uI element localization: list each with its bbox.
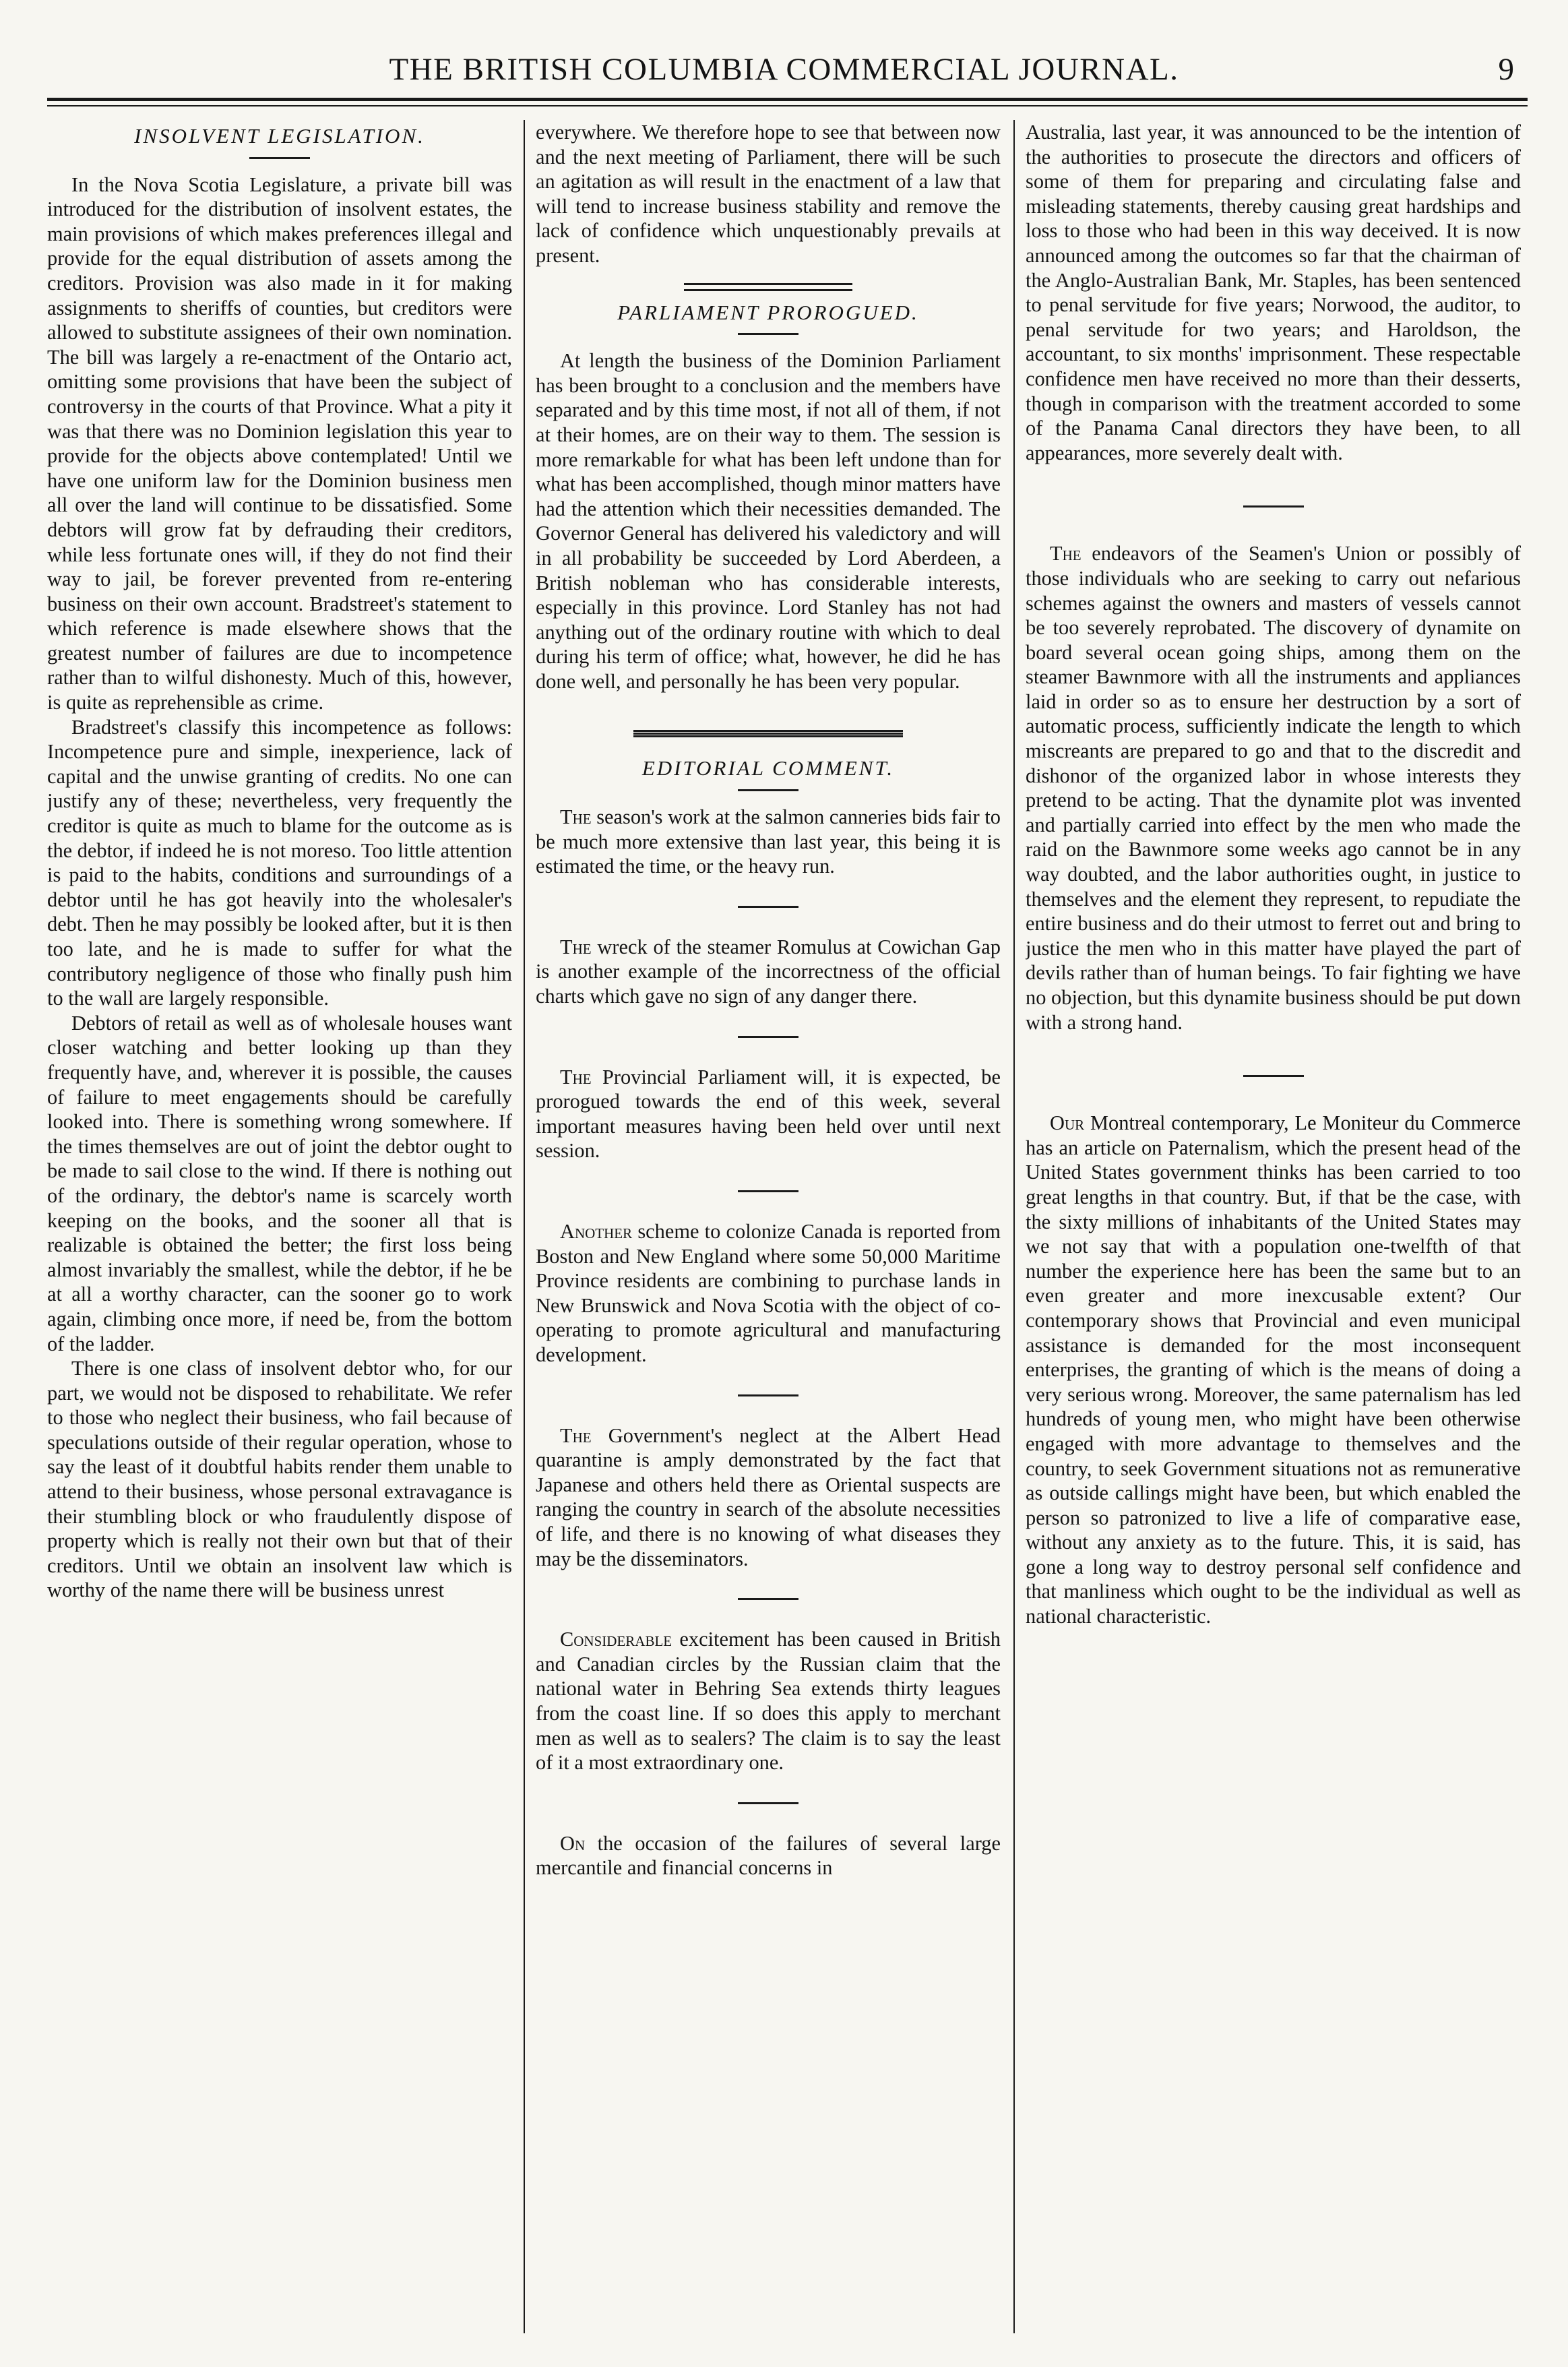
- item-rule: [738, 1598, 798, 1600]
- comment-text: wreck of the steamer Romulus at Cowichan Gap is another example of the incorrectness of the official charts which gave no sign of any danger there.: [536, 935, 1001, 1008]
- comment-lead: The: [560, 1065, 592, 1088]
- comment-paragraph: [536, 1831, 1001, 1880]
- article-paragraph: Bradstreet's classify this incompetence as follows: Incompetence pure and simple, inexperience, lack of capital and the unwise granting of credits. No one can justify any of these; nevertheless, very frequently the creditor is quite as much to blame for the outcome as is the debtor, if indeed he is not moreso. Too little attention is paid to the habits, conditions and surroundings of a debtor until he has got heavily into the wholesaler's debt. Then he may possibly be looked after, but it is then too late, and he is made to suffer for what the contributory negligence of those who finally push him to the wall are largely responsible.: [47, 715, 512, 1010]
- comment-text: the occasion of the failures of several large mercantile and financial concerns in: [536, 1831, 1001, 1880]
- article-heading: PARLIAMENT PROROGUED.: [617, 300, 919, 324]
- comment-paragraph: [536, 1627, 1001, 1775]
- column-divider: [524, 120, 525, 2333]
- comment-text: season's work at the salmon canneries bids fair to be much more extensive than last year, this being it is estimated the time, or the heavy run.: [536, 805, 1001, 878]
- comment-text: Montreal contemporary, Le Moniteur du Commerce has an article on Paternalism, which the present head of the United States government thinks has been carried to too great lengths in that country. But, if that be the case, with the sixty millions of inhabitants of the United States may we not say that with a population one-twelfth of that number the experience here has been the same but to an even greater and more inexcusable extent? Our contemporary shows that Provincial and even municipal assistance is demanded for the most inconsequent enterprises, the granting of which is the means of doing a very serious wrong. Moreover, the same paternalism has led hundreds of young men, who might have been otherwise engaged with more advantage to themselves and the country, to seek Government situations not as remunerative as outside callings might have been, but which enabled the person so patronized to live a life of comparative ease, without any anxiety as to the future. This, it is said, has gone a long way to destroy personal self confidence and that manliness which ought to be the individual as well as national characteristic.: [1026, 1111, 1521, 1628]
- comment-text: excitement has been caused in British and Canadian circles by the Russian claim that the national water in Behring Sea extends thirty leagues from the coast line. If so does this apply to merchant men as well as to sealers? The claim is to say the least of it a most extraordinary one.: [536, 1628, 1001, 1775]
- journal-title: THE BRITISH COLUMBIA COMMERCIAL JOURNAL.: [389, 52, 1179, 87]
- article-paragraph: Debtors of retail as well as of wholesale houses want closer watching and better looking up than they frequently have, and, wherever it is possible, the causes of failure to meet engagements should be carefully looked into. There is something wrong somewhere. If the times themselves are out of joint the debtor ought to be made to sail close to the wind. If there is nothing out of the ordinary, the debtor's name is scarcely worth keeping on the books, and the sooner all that is realizable is obtained the better; the first loss being almost invariably the smallest, while the debtor, if he be at all a worthy character, can the sooner go to work again, climbing once more, if need be, from the bottom of the ladder.: [47, 1011, 512, 1355]
- header-rule-thick: [47, 98, 1528, 101]
- comment-text: endeavors of the Seamen's Union or possibly of those individuals who are seeking to carry out nefarious schemes against the owners and masters of vessels cannot be too severely reprobated. The discovery of dynamite on board several ocean going ships, among them on the steamer Bawnmore with all the instruments and appliances laid in order so as to ensure her destruction by a sort of automatic process, sufficiently indicate the length to which miscreants are prepared to go and that to the discredit and dishonor of the organized labor in whose interests they pretend to be acting. That the dynamite plot was invented and partially carried into effect by the men who made the raid on the Bawnmore some weeks ago cannot be in any way doubted, and the labor authorities ought, in justice to themselves and the element they represent, to repudiate the entire business and do their utmost to ferret out and bring to justice the men who in this matter have played the part of devils rather than of human beings. To fair fighting we have no objection, but this dynamite business should be put down with a strong hand.: [1026, 542, 1521, 1034]
- item-rule: [738, 1036, 798, 1038]
- heading-rule: [738, 789, 798, 791]
- article-paragraph: At length the business of the Dominion Parliament has been brought to a conclusion and the members have separated and by this time most, if not all of them, if not at their homes, are on their way to them. The session is more remarkable for what has been left undone than for what has been accomplished, though minor matters have had the attention which their necessities demanded. The Governor General has delivered his valedictory and will in all probability be succeeded by Lord Aberdeen, a British nobleman who has considerable interests, especially in this province. Lord Stanley has not had anything out of the ordinary routine with which to deal during his term of office; what, however, he did he has done well, and personally he has been very popular.: [536, 349, 1001, 693]
- column-2: [536, 120, 1001, 2340]
- comment-paragraph: [536, 1065, 1001, 1163]
- article-paragraph: There is one class of insolvent debtor who, for our part, we would not be disposed to rehabilitate. We refer to those who neglect their business, who fail because of speculations outside of their regular operation, whose to say the least of it doubtful habits render them unable to attend to their business, whose personal extravagance is their stumbling block or who fraudulently dispose of property which is really not their own but that of their creditors. Until we obtain an insolvent law which is worthy of the name there will be business unrest: [47, 1357, 512, 1602]
- comment-lead: The: [560, 805, 592, 829]
- comment-lead: Our: [1050, 1111, 1085, 1135]
- section-rule: [684, 283, 852, 291]
- section-heading: EDITORIAL COMMENT.: [641, 756, 895, 780]
- item-rule: [738, 906, 798, 908]
- comment-lead: The: [560, 935, 592, 958]
- item-rule: [1243, 1075, 1304, 1077]
- comment-paragraph: [536, 1423, 1001, 1572]
- comment-lead: On: [560, 1831, 586, 1855]
- comment-paragraph: [1026, 541, 1521, 1035]
- item-rule: [1243, 505, 1304, 508]
- comment-lead: The: [560, 1423, 592, 1447]
- comment-text: scheme to colonize Canada is reported from Boston and New England where some 50,000 Maritime Province residents are combining to purchase lands in New Brunswick and Nova Scotia with the object of co-operating to promote agricultural and manufacturing development.: [536, 1220, 1001, 1366]
- header-rule-thin: [47, 105, 1528, 106]
- item-rule: [738, 1190, 798, 1192]
- page-number: 9: [1498, 52, 1514, 87]
- comment-paragraph: [1026, 1111, 1521, 1628]
- comment-paragraph: [536, 805, 1001, 879]
- article-paragraph: In the Nova Scotia Legislature, a private bill was introduced for the distribution of insolvent estates, the main provisions of which makes preferences illegal and provide for the equal distribution of assets among the creditors. Provision was also made in it for making assignments to sheriffs of counties, but creditors were allowed to substitute assignees of their own nomination. The bill was largely a re-enactment of the Ontario act, omitting some provisions that have been the subject of controversy in the courts of that Province. What a pity it was that there was no Dominion legislation this year to provide for the objects above contemplated! Until we have one uniform law for the Dominion business men all over the land will continue to be dissatisfied. Some debtors will grow fat by defrauding their creditors, while less fortunate ones will, if they do not find their way to jail, be forever prevented from re-entering business on their own account. Bradstreet's statement to which reference is made elsewhere shows that the greatest number of failures are due to incompetence rather than to wilful dishonesty. Much of this, however, is quite as reprehensible as crime.: [47, 173, 512, 714]
- item-rule: [738, 1802, 798, 1804]
- heading-rule: [738, 333, 798, 335]
- article-heading: INSOLVENT LEGISLATION.: [134, 124, 425, 148]
- column-3: [1026, 120, 1521, 2340]
- article-continuation: Australia, last year, it was announced to be the intention of the authorities to prosecute the directors and officers of some of them for preparing and circulating false and misleading statements, thereby causing great hardships and loss to those who had been in this way deceived. It is now announced among the outcomes so far that the chairman of the Anglo-Australian Bank, Mr. Staples, has been sentenced to penal servitude for five years; Norwood, the auditor, to penal servitude for two years; and Haroldson, the accountant, to six months' imprisonment. These respectable confidence men have received no more than their desserts, though in comparison with the treatment accorded to some of the Panama Canal directors they have been, to all appearances, more severely dealt with.: [1026, 121, 1521, 464]
- comment-paragraph: [536, 1219, 1001, 1367]
- comment-paragraph: [536, 935, 1001, 1009]
- article-continuation: everywhere. We therefore hope to see that between now and the next meeting of Parliament, there will be such an agitation as will result in the enactment of a law that will tend to increase business stability and remove the lack of confidence which unquestionably prevails at present.: [536, 121, 1001, 267]
- page-header: [47, 46, 1521, 93]
- column-divider: [1013, 120, 1015, 2333]
- column-1: [47, 120, 512, 2340]
- comment-text: Provincial Parliament will, it is expected, be prorogued towards the end of this week, several important measures having been held over until next session.: [536, 1065, 1001, 1163]
- item-rule: [738, 1394, 798, 1396]
- comment-lead: Considerable: [560, 1628, 672, 1651]
- heading-rule: [249, 157, 310, 159]
- comment-text: Government's neglect at the Albert Head quarantine is amply demonstrated by the fact that Japanese and others held there as Oriental suspects are ranging the country in search of the absolute necessities of life, and there is no knowing of what diseases they may be the disseminators.: [536, 1423, 1001, 1570]
- comment-lead: Another: [560, 1220, 633, 1243]
- comment-lead: The: [1050, 542, 1081, 565]
- section-rule: [633, 730, 903, 737]
